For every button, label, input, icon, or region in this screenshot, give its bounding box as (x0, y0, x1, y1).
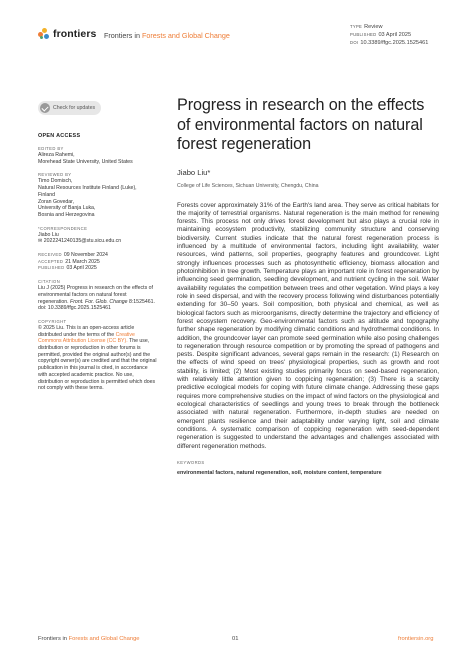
article-title: Progress in research on the effects of environmental factors on natural forest regeneration (177, 96, 425, 153)
checkmark-icon (40, 103, 50, 113)
page-footer (0, 632, 474, 652)
reviewer-info: Timo Domisch, Natural Resources Institute Finland (Luke), Finland Zoran Govedar, University of Banja Luka, Bosnia and Herzegovina (38, 178, 137, 218)
abstract-text: Forests cover approximately 31% of the Earth's land area. They serve as critical habitats for the majority of terrestrial organisms. Natural regeneration is the main method for renewing forests. This process not only drives forest development but also plays a crucial role in maintaining ecosystem productivity, stabilizing community structure and conserving biodiversity. Current studies indicate that the natural forest regeneration process is influenced by a multitude of environmental factors, including light availability, water resources, wind patterns, soil properties, geography features and groundcover. Light strongly influences processes such as photosynthetic efficiency, biomass allocation and photoinhibition in tree growth. Temperature plays an important role in forest regeneration by influencing seed germination, seedling development, and nutrient cycling in the soil. Water availability regulates the competition between trees and other vegetation. Wind plays a key role in seed dispersal, and with the recovery process following wind disturbances potentially extending for 30–50 years. Soil composition, both physical and chemical, as well as biological factors such as microorganisms, directly determine the trajectory and efficiency of forest ecosystem recovery. Geo-environmental factors such as altitude and topography further shape regeneration by modifying climatic conditions and hydrothermal conditions. In addition, the groundcover layer can promote seed germination while also posing challenges to regeneration through resource competition or by promoting the spread of pathogens and pests. Despite significant advances, several gaps remain in the research: (1) Research on the effects of wind speed on trees' physiological properties, such as growth and root stability, is limited; (2) Most existing studies primarily focus on seed-based regeneration, with relatively little attention given to coppicing regeneration; (3) There is a scarcity predictive ecological models for coping with future climate change. Addressing these gaps requires more comprehensive studies on the impact of wind factors on the physiological and ecological characteristics of seedlings and young trees to break through the bottleneck associated with natural regeneration. Furthermore, in-depth studies are needed on emergent plants resilience and their adaptability under varying light, soil and climate conditions. A systematic comparison of coppicing regeneration with seed-dependent regeneration is suggested to understand the advantages and challenges associated with different regeneration methods. (177, 201, 439, 450)
correspondence-heading: *CORRESPONDENCE (38, 225, 88, 231)
cc-license-link[interactable]: Creative Commons Attribution License (CC BY). (38, 331, 135, 345)
article-sidebar (38, 100, 158, 392)
article-dates: RECEIVED 09 November 2024 ACCEPTED 21 March 2025 PUBLISHED 03 April 2025 (38, 252, 108, 272)
open-access-label: OPEN ACCESS (38, 133, 81, 139)
reviewed-by-heading: REVIEWED BY (38, 172, 72, 178)
copyright-heading: COPYRIGHT (38, 318, 67, 324)
logo-text: frontiers (53, 28, 97, 40)
article-main (177, 96, 439, 476)
author-name[interactable]: Jiabo Liu* (177, 167, 211, 177)
journal-name[interactable]: Frontiers in Forests and Global Change (104, 31, 230, 40)
frontiers-logo-icon (38, 28, 50, 40)
keywords-heading: KEYWORDS (177, 459, 205, 465)
keywords-list: environmental factors, natural regeneration, soil, moisture content, temperature (177, 469, 382, 476)
correspondence-email[interactable]: ✉ 2022241240135@stu.sicu.edu.cn (38, 238, 122, 245)
frontiers-logo[interactable] (38, 28, 97, 40)
citation-doi[interactable]: doi: 10.3389/ffgc.2025.1525461 (38, 305, 111, 312)
received-date: 09 November 2024 (63, 252, 108, 259)
editor-info: Alireza Rahemi, Morehead State University, United States (38, 152, 133, 165)
page-number: 01 (232, 636, 239, 642)
citation-text: Liu J (2025) Progress in research on the effects of environmental factors on natural forest regeneration. Front. For. Glob. Change 8:1525461. doi: 10.3389/ffgc.2025.1525461 (38, 285, 155, 312)
edited-by-heading: EDITED BY (38, 146, 64, 151)
correspondence-info: Jiabo Liu ✉ 2022241240135@stu.sicu.edu.cn (38, 232, 158, 245)
page-header (0, 0, 474, 60)
journal-link[interactable]: Forests and Global Change (141, 31, 230, 40)
doi-link[interactable]: 10.3389/ffgc.2025.1525461 (360, 40, 429, 47)
copyright-text: © 2025 Liu. This is an open-access article distributed under the terms of the Creative Commons Attribution License (CC BY). The use, distribution or reproduction in other forums is permitted, provided the original author(s) and the copyright owner(s) are credited and that the original publication in this journal is cited, in accordance with accepted academic practice. No use, distribution or reproduction is permitted which does not comply with these terms. (38, 324, 157, 392)
article-type: Review (364, 24, 383, 30)
citation-heading: CITATION (38, 279, 61, 285)
check-for-updates-label: Check for updates (53, 105, 96, 111)
accepted-date: 21 March 2025 (65, 258, 100, 265)
check-for-updates-button[interactable] (38, 101, 101, 115)
frontiers-site-link[interactable]: frontiersin.org (398, 636, 434, 642)
author-affiliation: College of Life Sciences, Sichuan University, Chengdu, China (177, 182, 319, 189)
published-date: 03 April 2025 (378, 32, 412, 39)
article-meta: TYPE Review PUBLISHED 03 April 2025 DOI 10.3389/ffgc.2025.1525461 (350, 24, 429, 47)
footer-journal[interactable]: Frontiers in Forests and Global Change (38, 636, 140, 642)
sidebar-published-date: 03 April 2025 (66, 265, 97, 272)
